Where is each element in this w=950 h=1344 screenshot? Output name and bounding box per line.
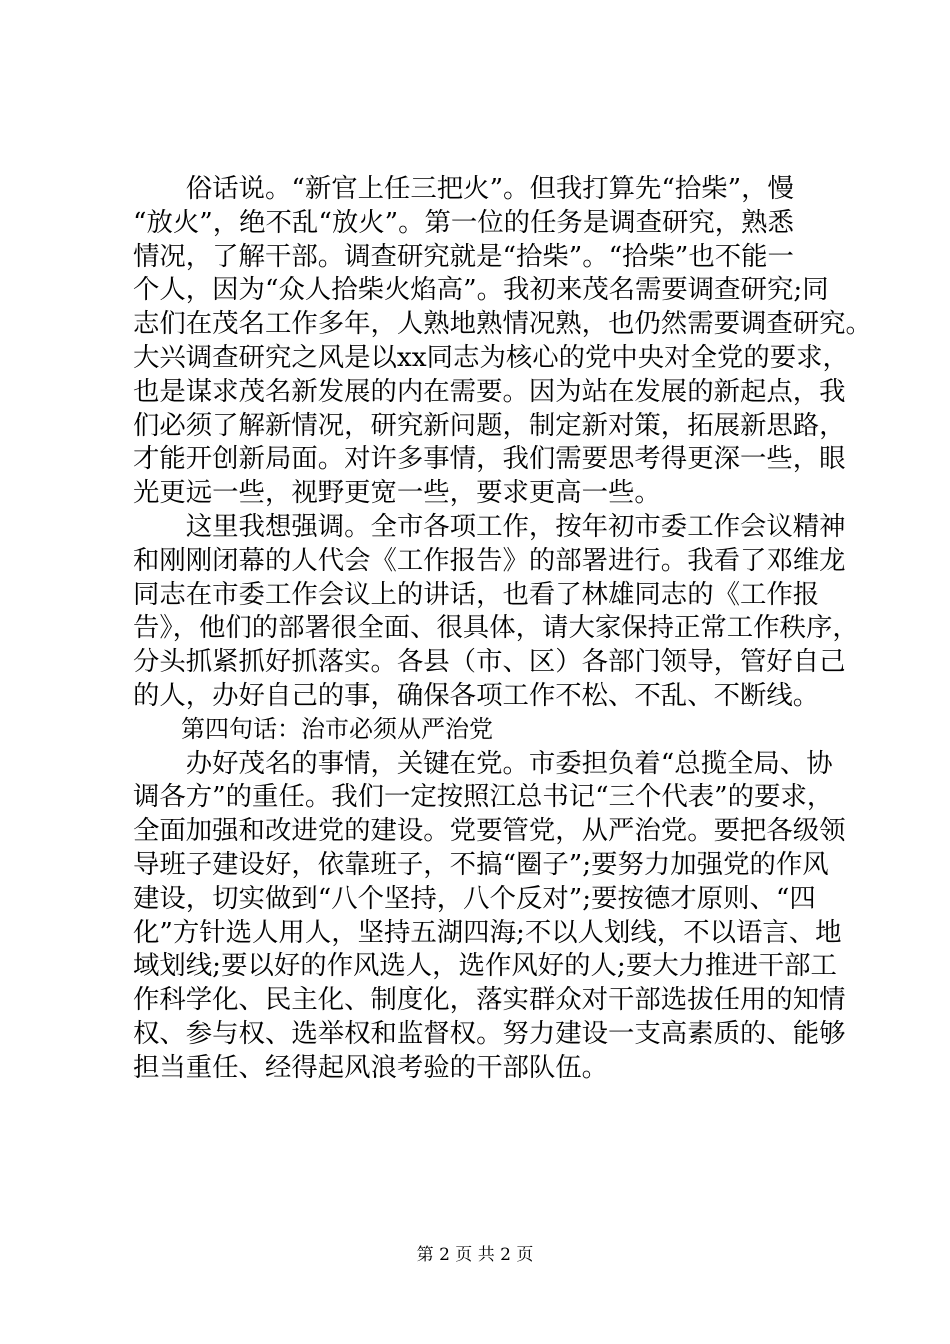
text-line: 的人，办好自己的事，确保各项工作不松、不乱、不断线。: [133, 679, 820, 711]
text-line: 和刚刚闭幕的人代会《工作报告》的部署进行。我看了邓维龙: [133, 544, 846, 576]
text-line: 域划线;要以好的作风选人，选作风好的人;要大力推进干部工: [133, 950, 837, 982]
text-line: 调各方”的重任。我们一定按照江总书记“三个代表”的要求，: [133, 781, 834, 813]
page-number-footer: 第 2 页 共 2 页: [416, 1245, 534, 1265]
text-line: 也是谋求茂名新发展的内在需要。因为站在发展的新起点，我: [133, 375, 846, 407]
text-line: 志们在茂名工作多年，人熟地熟情况熟，也仍然需要调查研究。: [133, 308, 872, 340]
text-line: 才能开创新局面。对许多事情，我们需要思考得更深一些，眼: [133, 443, 846, 475]
text-line: 全面加强和改进党的建设。党要管党，从严治党。要把各级领: [133, 815, 846, 847]
text-line: 建设，切实做到“八个坚持，八个反对”;要按德才原则、“四: [133, 882, 816, 914]
text-line: 个人，因为“众人拾柴火焰高”。我初来茂名需要调查研究;同: [133, 274, 829, 306]
text-line: 告》，他们的部署很全面、很具体，请大家保持正常工作秩序，: [133, 612, 859, 644]
document-body: [133, 172, 872, 1085]
text-line: 同志在市委工作会议上的讲话，也看了林雄同志的《工作报: [133, 578, 820, 610]
text-line: 作科学化、民主化、制度化，落实群众对干部选拔任用的知情: [133, 984, 846, 1016]
text-line: “放火”，绝不乱“放火”。第一位的任务是调查研究，熟悉: [133, 206, 794, 238]
text-line: 办好茂名的事情，关键在党。市委担负着“总揽全局、协: [133, 747, 833, 779]
text-line: 权、参与权、选举权和监督权。努力建设一支高素质的、能够: [133, 1017, 846, 1049]
text-line: 这里我想强调。全市各项工作，按年初市委工作会议精神: [133, 510, 846, 542]
text-line: 化”方针选人用人，坚持五湖四海;不以人划线，不以语言、地: [133, 916, 842, 948]
text-line: 导班子建设好，依靠班子，不搞“圈子”;要努力加强党的作风: [133, 848, 829, 880]
section-heading: 第四句话：治市必须从严治党: [133, 714, 493, 743]
text-line: 情况，了解干部。调查研究就是“拾柴”。“拾柴”也不能一: [133, 240, 794, 272]
text-line: 俗话说。“新官上任三把火”。但我打算先“拾柴”，慢: [133, 173, 794, 204]
text-line: 光更远一些，视野更宽一些，要求更高一些。: [133, 477, 661, 509]
text-line: 担当重任、经得起风浪考验的干部队伍。: [133, 1051, 609, 1083]
text-line: 大兴调查研究之风是以xx同志为核心的党中央对全党的要求，: [133, 341, 849, 373]
text-line: 们必须了解新情况，研究新问题，制定新对策，拓展新思路，: [133, 409, 846, 441]
text-line: 分头抓紧抓好抓落实。各县（市、区）各部门领导，管好自己: [133, 646, 846, 678]
